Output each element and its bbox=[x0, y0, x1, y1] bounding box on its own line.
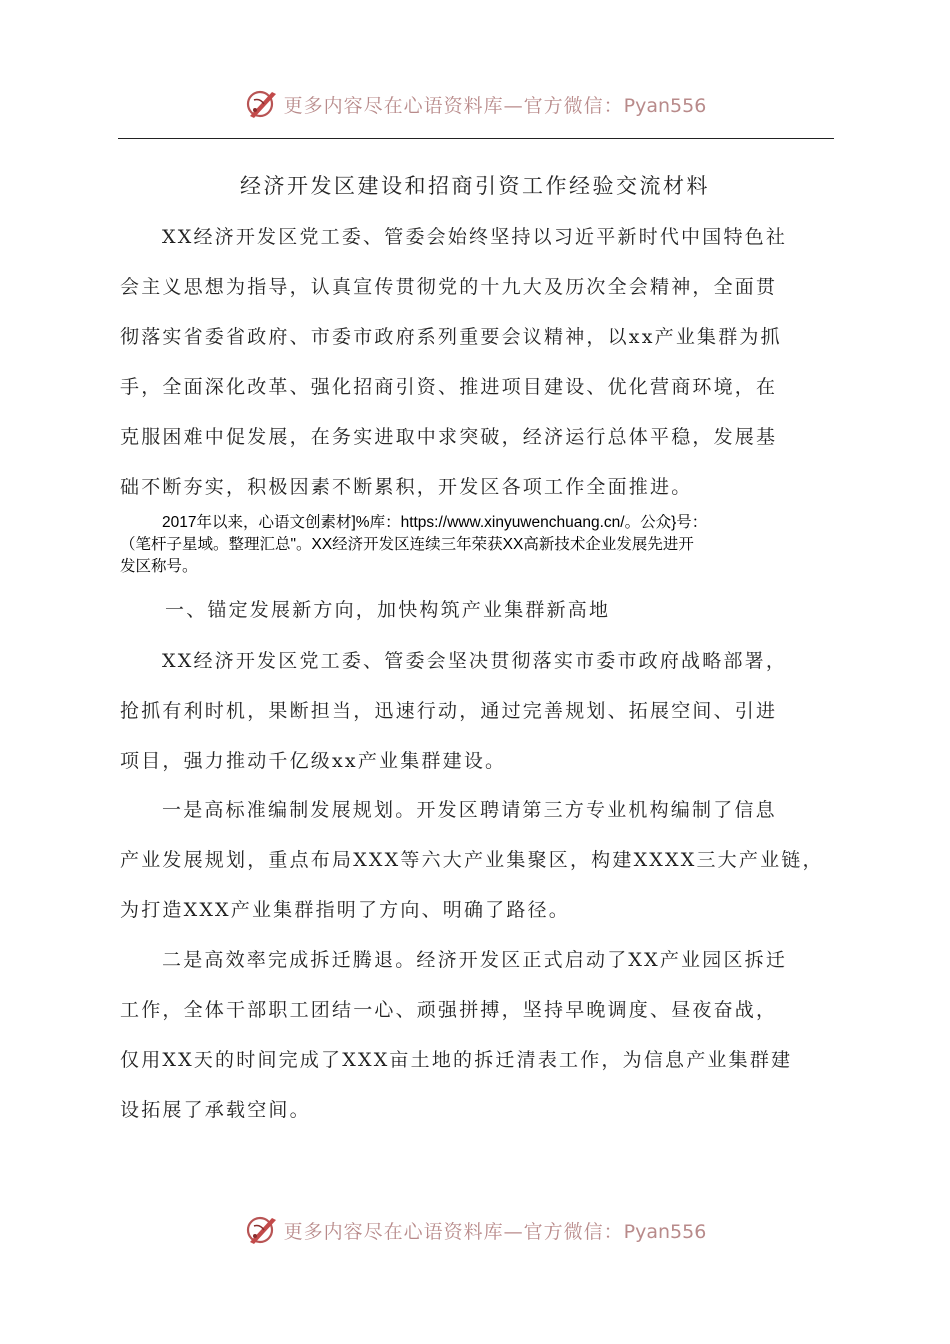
pen-logo-icon bbox=[244, 86, 280, 122]
paragraph-line: 二是高效率完成拆迁腾退。经济开发区正式启动了XX产业园区拆迁 bbox=[162, 949, 788, 971]
paragraph-line: XX经济开发区党工委、管委会坚决贯彻落实市委市政府战略部署， bbox=[162, 650, 788, 672]
paragraph-line: 手，全面深化改革、强化招商引资、推进项目建设、优化营商环境，在 bbox=[120, 376, 778, 398]
footer-banner bbox=[0, 1208, 950, 1252]
paragraph-line: 一是高标准编制发展规划。开发区聘请第三方专业机构编制了信息 bbox=[162, 799, 777, 821]
paragraph-line: 克服困难中促发展，在务实进取中求突破，经济运行总体平稳，发展基 bbox=[120, 426, 778, 448]
item-two-paragraph bbox=[120, 935, 838, 1135]
paragraph-line: 础不断夯实，积极因素不断累积，开发区各项工作全面推进。 bbox=[120, 476, 693, 498]
paragraph-line: 项目，强力推动千亿级xx产业集群建设。 bbox=[120, 750, 507, 772]
item-one-paragraph bbox=[120, 785, 838, 935]
note-paragraph bbox=[120, 512, 834, 578]
paragraph-line: XX经济开发区党工委、管委会始终坚持以习近平新时代中国特色社 bbox=[162, 226, 788, 248]
paragraph-line: 为打造XXX产业集群指明了方向、明确了路径。 bbox=[120, 899, 570, 921]
header-divider bbox=[118, 138, 834, 139]
banner-text: 更多内容尽在心语资料库—官方微信：Pyan556 bbox=[283, 94, 707, 117]
paragraph-line: 彻落实省委省政府、市委市政府系列重要会议精神，以xx产业集群为抓 bbox=[120, 326, 782, 348]
paragraph-line: 产业发展规划，重点布局XXX等六大产业集聚区，构建XXXX三大产业链， bbox=[120, 849, 824, 871]
section-paragraph bbox=[120, 636, 838, 786]
intro-paragraph bbox=[120, 212, 838, 512]
note-line: 发区称号。 bbox=[120, 558, 198, 575]
paragraph-line: 抢抓有利时机，果断担当，迅速行动，通过完善规划、拓展空间、引进 bbox=[120, 700, 778, 722]
paragraph-line: 仅用XX天的时间完成了XXX亩土地的拆迁清表工作，为信息产业集群建 bbox=[120, 1049, 793, 1071]
document-title: 经济开发区建设和招商引资工作经验交流材料 bbox=[240, 174, 710, 198]
paragraph-line: 设拓展了承载空间。 bbox=[120, 1099, 311, 1121]
section-heading: 一、锚定发展新方向，加快构筑产业集群新高地 bbox=[165, 599, 611, 621]
pen-logo-icon bbox=[244, 1212, 280, 1248]
note-line: 2017年以来，心语文创素材]%库：https://www.xinyuwenchuang.cn/。公众}号： bbox=[162, 514, 708, 531]
paragraph-line: 工作，全体干部职工团结一心、顽强拼搏，坚持早晚调度、昼夜奋战， bbox=[120, 999, 778, 1021]
banner-text: 更多内容尽在心语资料库—官方微信：Pyan556 bbox=[283, 1220, 707, 1243]
banner-wechat-id: Pyan556 bbox=[623, 94, 707, 117]
banner-wechat-id: Pyan556 bbox=[623, 1220, 707, 1243]
note-line: （笔杆子星域。整理汇总"。XX经济开发区连续三年荣获XX高新技术企业发展先进开 bbox=[120, 536, 694, 553]
header-banner bbox=[0, 82, 950, 126]
paragraph-line: 会主义思想为指导，认真宣传贯彻党的十九大及历次全会精神，全面贯 bbox=[120, 276, 778, 298]
